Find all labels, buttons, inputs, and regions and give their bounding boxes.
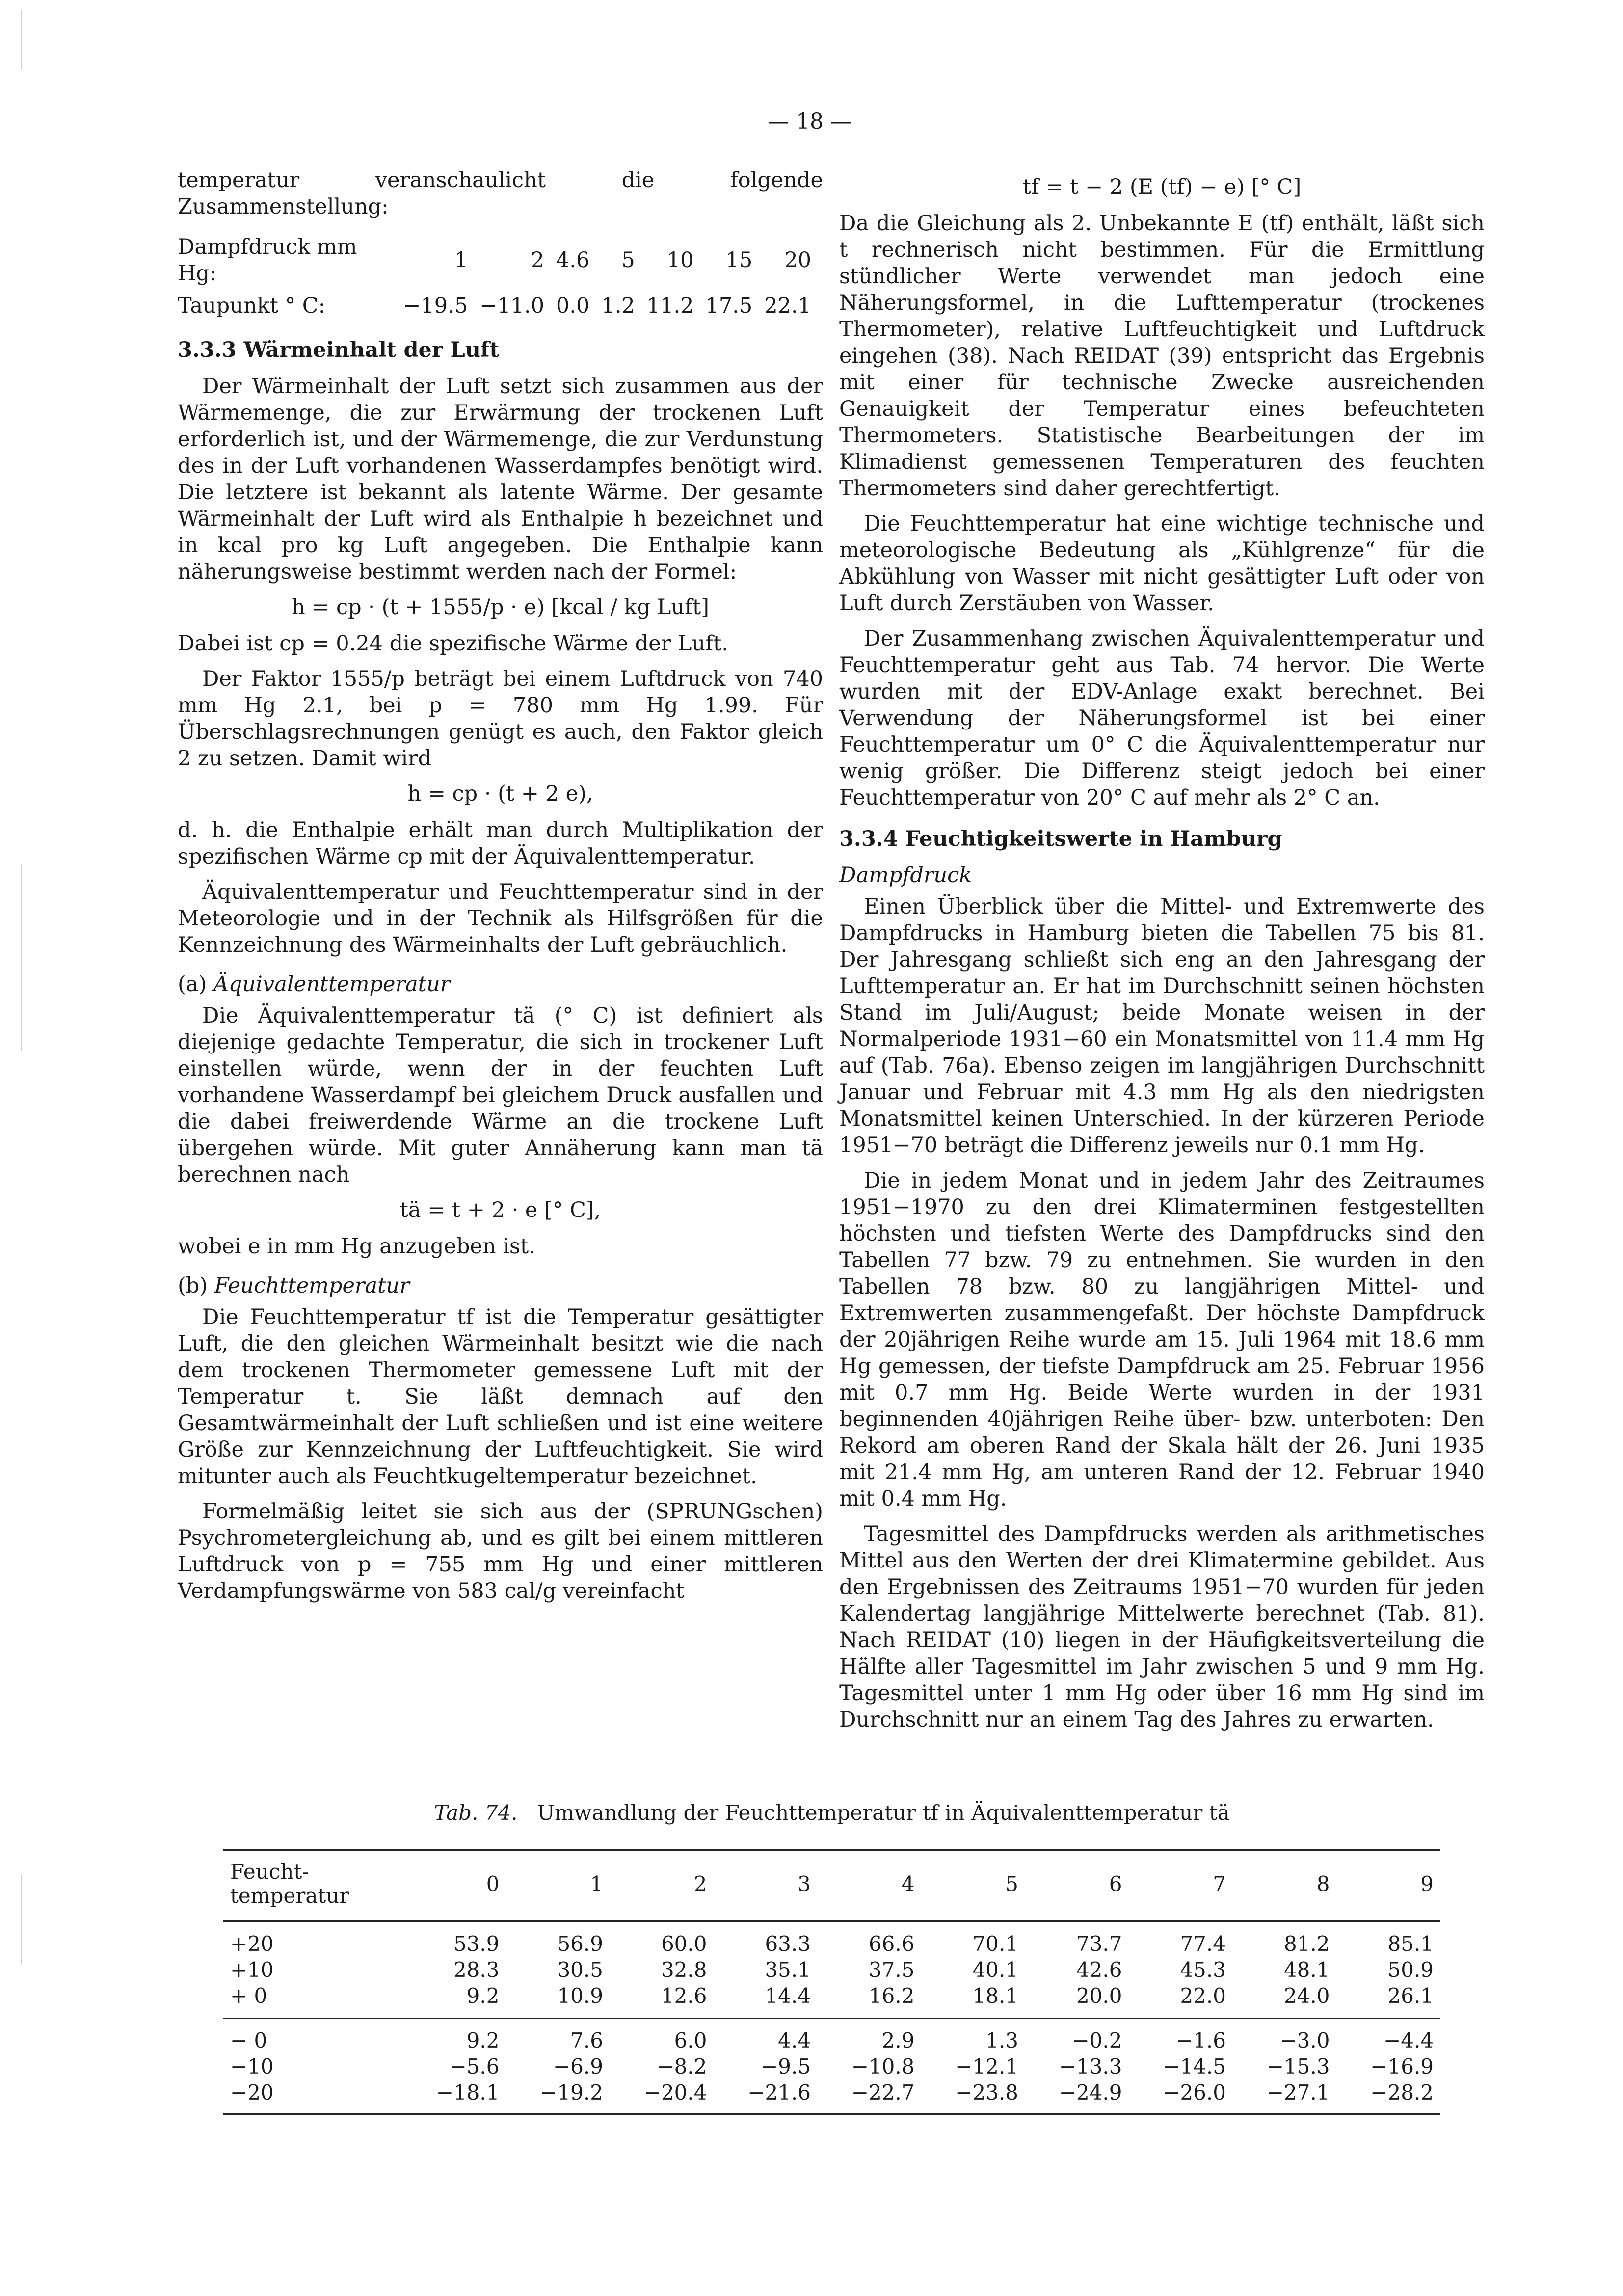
table-cell: −22.7 — [851, 2080, 915, 2105]
table-cell: 70.1 — [972, 1932, 1018, 1956]
table-cell: 6.0 — [674, 2028, 707, 2053]
table-group-negative — [223, 2018, 1440, 2114]
table-cell: 35.1 — [765, 1958, 811, 1982]
paragraph: Äquivalenttemperatur und Feuchttemperatur sind in der Meteorologie und in der Technik als Hilfsgrößen für die Kennzeichnung des Wärmeinhalts der Luft gebräuchlich. — [178, 880, 823, 957]
table-cell: 26.1 — [1387, 1984, 1434, 2008]
table-cell: 17.5 — [705, 294, 753, 318]
subsection-heading — [178, 1272, 823, 1299]
table-cell: 73.7 — [1076, 1932, 1122, 1956]
left-column — [178, 167, 823, 1613]
table-cell: 22.1 — [764, 294, 811, 318]
table-cell: 16.2 — [868, 1984, 915, 2008]
wet-bulb-formula: tf = t − 2 (E (tf) − e) [° C] — [1022, 175, 1302, 199]
row-label: Taupunkt ° C: — [178, 294, 326, 318]
table-cell: 1 — [454, 248, 468, 272]
subsection-title: Äquivalenttemperatur — [213, 972, 451, 997]
table-cell: 20.0 — [1076, 1984, 1122, 2008]
table-cell: −21.6 — [747, 2080, 811, 2105]
table-cell: 28.3 — [453, 1958, 500, 1982]
table-caption-label: Tab. 74. — [434, 1801, 518, 1825]
table-row — [178, 290, 823, 322]
table-cell: −15.3 — [1266, 2054, 1330, 2079]
table-cell: 2.9 — [881, 2028, 915, 2053]
column-header: Feucht- temperatur — [230, 1860, 349, 1908]
table-cell: 45.3 — [1180, 1958, 1226, 1982]
paragraph: Die Äquivalenttemperatur tä (° C) ist definiert als diejenige gedachte Temperatur, die sich in trockener Luft einstellen würde, wenn der in der feuchten Luft vorhandene Wasserdampf bei gleichem Druck ausfallen und die dabei freiwerdende Wärme an die trockene Luft übergehen würde. Mit guter Annäherung kann man tä berechnen nach — [178, 1003, 823, 1187]
table-cell: 42.6 — [1076, 1958, 1122, 1982]
column-header: 1 — [590, 1871, 603, 1896]
table-row — [223, 1921, 1440, 1957]
table-cell: 32.8 — [661, 1958, 707, 1982]
table-cell: 4.4 — [778, 2028, 811, 2053]
table-cell: −4.4 — [1384, 2028, 1434, 2053]
table-cell: 37.5 — [868, 1958, 915, 1982]
table-cell: 48.1 — [1283, 1958, 1330, 1982]
column-header: 0 — [486, 1871, 500, 1896]
paragraph: Tagesmittel des Dampfdrucks werden als arithmetisches Mittel aus den Werten der drei Klimatermine gebildet. Aus den Ergebnissen des Zeitraums 1951−70 wurden für jeden Kalendertag langjährige Mittelwerte berechnet (Tab. 81). Nach REIDAT (10) liegen in der Häufigkeitsverteilung die Hälfte aller Tagesmittel im Jahr zwischen 5 und 9 mm Hg. Tagesmittel unter 1 mm Hg oder über 16 mm Hg sind im Durchschnitt nur an einem Tag des Jahres zu erwarten. — [839, 1522, 1485, 1732]
enthalpy-formula: h = cp · (t + 1555/p · e) [kcal / kg Luft] — [291, 595, 710, 620]
table-caption-text: Umwandlung der Feuchttemperatur tf in Äquivalenttemperatur tä — [537, 1801, 1230, 1825]
row-label: + 0 — [230, 1984, 267, 2008]
table-cell: 14.4 — [765, 1984, 811, 2008]
table-cell: −5.6 — [449, 2054, 500, 2079]
scan-margin-line — [21, 10, 22, 69]
right-column — [839, 167, 1485, 1742]
column-header: 3 — [798, 1871, 811, 1896]
table-cell: 53.9 — [453, 1932, 500, 1956]
conversion-table — [223, 1849, 1440, 2115]
table-row — [223, 2053, 1440, 2080]
section-heading: 3.3.4 Feuchtigkeitswerte in Hamburg — [839, 827, 1282, 851]
table-cell: 9.2 — [466, 2028, 500, 2053]
row-label: +10 — [230, 1958, 274, 1982]
dew-point-table — [178, 231, 823, 322]
row-label: −10 — [230, 2054, 274, 2079]
paragraph: Der Wärmeinhalt der Luft setzt sich zusammen aus der Wärmemenge, die zur Erwärmung der trockenen Luft erforderlich ist, und der Wärmemenge, die zur Verdunstung des in der Luft vorhandenen Wasserdampfes benötigt wird. Die letztere ist bekannt als latente Wärme. Der gesamte Wärmeinhalt der Luft wird als Enthalpie h bezeichnet und in kcal pro kg Luft angegeben. Die Enthalpie kann näherungsweise bestimmt werden nach der Formel: — [178, 374, 823, 584]
table-cell: 77.4 — [1180, 1932, 1226, 1956]
column-header: 2 — [693, 1871, 707, 1896]
table-cell: 1.3 — [985, 2028, 1018, 2053]
table-cell: −26.0 — [1163, 2080, 1226, 2105]
table-cell: −3.0 — [1279, 2028, 1330, 2053]
subsection-marker: (a) — [178, 972, 207, 997]
paragraph: Einen Überblick über die Mittel- und Extremwerte des Dampfdrucks in Hamburg bieten die Tabellen 75 bis 81. Der Jahresgang schließt sich eng an den Jahresgang der Lufttemperatur an. Er hat im Durchschnitt seinen höchsten Stand im Juli/August; beide Monate weisen in der Normalperiode 1931−60 ein Monatsmittel von 11.4 mm Hg auf (Tab. 76a). Ebenso zeigen im langjährigen Durchschnitt Januar und Februar mit 4.3 mm Hg als den niedrigsten Monatsmittel keinen Unterschied. In der kürzeren Periode 1951−70 beträgt die Differenz jeweils nur 0.1 mm Hg. — [839, 894, 1485, 1158]
section-heading: 3.3.3 Wärmeinhalt der Luft — [178, 338, 500, 362]
table-cell: −10.8 — [851, 2054, 915, 2079]
table-row — [178, 231, 823, 290]
table-cell: 81.2 — [1283, 1932, 1330, 1956]
table-cell: 40.1 — [972, 1958, 1018, 1982]
table-cell: 0.0 — [556, 294, 590, 318]
enthalpy-approx-formula: h = cp · (t + 2 e), — [407, 782, 593, 806]
table-cell: −28.2 — [1370, 2080, 1434, 2105]
row-label: −20 — [230, 2080, 274, 2105]
subsection-heading — [839, 862, 1485, 889]
intro-text: temperatur veranschaulicht die folgende Zusammenstellung: — [178, 168, 823, 219]
paragraph: Formelmäßig leitet sie sich aus der (SPRUNGschen) Psychrometergleichung ab, und es gilt bei einem mittleren Luftdruck von p = 755 mm Hg und einer mittleren Verdampfungswärme von 583 cal/g vereinfacht — [178, 1499, 823, 1603]
table-cell: −12.1 — [955, 2054, 1018, 2079]
table-cell: 10.9 — [557, 1984, 603, 2008]
row-label: − 0 — [230, 2028, 267, 2053]
table-cell: 63.3 — [765, 1932, 811, 1956]
paragraph: Der Zusammenhang zwischen Äquivalenttemperatur und Feuchttemperatur geht aus Tab. 74 hervor. Die Werte wurden mit der EDV-Anlage exakt berechnet. Bei Verwendung der Näherungsformel ist bei einer Feuchttemperatur um 0° C die Äquivalenttemperatur nur wenig größer. Die Differenz steigt jedoch bei einer Feuchttemperatur von 20° C auf mehr als 2° C an. — [839, 626, 1485, 810]
subsection-marker: (b) — [178, 1273, 208, 1298]
subsection-title: Dampfdruck — [839, 863, 972, 888]
table-cell: −20.4 — [643, 2080, 707, 2105]
scan-margin-line — [21, 864, 22, 1051]
table-cell: −9.5 — [760, 2054, 811, 2079]
table-cell: −16.9 — [1370, 2054, 1434, 2079]
table-cell: 30.5 — [557, 1958, 603, 1982]
subsection-heading — [178, 971, 823, 998]
table-row — [223, 1957, 1440, 1983]
table-cell: 5 — [621, 248, 635, 272]
table-cell: −14.5 — [1163, 2054, 1226, 2079]
table-cell: 1.2 — [601, 294, 635, 318]
paragraph: Die Feuchttemperatur hat eine wichtige technische und meteorologische Bedeutung als „Kühlgrenze“ für die Abkühlung von Wasser mit nicht gesättigter Luft oder von Luft durch Zerstäuben von Wasser. — [839, 512, 1485, 616]
table-74 — [223, 1801, 1440, 2115]
table-group-positive — [223, 1921, 1440, 2019]
table-cell: −19.5 — [403, 294, 468, 318]
table-cell: −24.9 — [1059, 2080, 1122, 2105]
column-header: 7 — [1213, 1871, 1226, 1896]
paragraph: d. h. die Enthalpie erhält man durch Multiplikation der spezifischen Wärme cp mit der Äquivalenttemperatur. — [178, 818, 823, 869]
scan-margin-line — [21, 1875, 22, 1964]
table-cell: 50.9 — [1387, 1958, 1434, 1982]
table-cell: −19.2 — [540, 2080, 603, 2105]
table-cell: 56.9 — [557, 1932, 603, 1956]
table-cell: −0.2 — [1072, 2028, 1122, 2053]
column-header: 9 — [1420, 1871, 1434, 1896]
table-header-row — [223, 1850, 1440, 1921]
table-cell: −27.1 — [1266, 2080, 1330, 2105]
column-header: 8 — [1316, 1871, 1330, 1896]
table-cell: 66.6 — [868, 1932, 915, 1956]
table-cell: −18.1 — [436, 2080, 500, 2105]
table-cell: 12.6 — [661, 1984, 707, 2008]
column-header: 5 — [1005, 1871, 1018, 1896]
table-cell: 10 — [666, 248, 694, 272]
table-cell: −1.6 — [1175, 2028, 1226, 2053]
paragraph: Da die Gleichung als 2. Unbekannte E (tf) enthält, läßt sich t rechnerisch nicht bestimmen. Für die Ermittlung stündlicher Werte verwendet man jedoch eine Näherungsformel, in die Lufttemperatur (trockenes Thermometer), relative Luftfeuchtigkeit und Luftdruck eingehen (38). Nach REIDAT (39) entspricht das Ergebnis mit einer für technische Zwecke ausreichenden Genauigkeit der Temperatur eines befeuchteten Thermometers. Statistische Bearbeitungen der im Klimadienst gemessenen Temperaturen des feuchten Thermometers sind daher gerechtfertigt. — [839, 211, 1485, 501]
table-cell: 22.0 — [1180, 1984, 1226, 2008]
subsection-title: Feuchttemperatur — [214, 1273, 410, 1298]
table-cell: 18.1 — [972, 1984, 1018, 2008]
equivalent-temp-formula: tä = t + 2 · e [° C], — [399, 1198, 601, 1222]
table-cell: 20 — [784, 248, 811, 272]
table-cell: −6.9 — [553, 2054, 603, 2079]
table-caption — [223, 1801, 1440, 1825]
page-number: — 18 — — [768, 109, 852, 134]
row-label: Dampfdruck mm Hg: — [178, 235, 357, 286]
table-cell: 24.0 — [1283, 1984, 1330, 2008]
paragraph: Dabei ist cp = 0.24 die spezifische Wärme der Luft. — [178, 631, 728, 656]
table-cell: −8.2 — [657, 2054, 707, 2079]
row-label: +20 — [230, 1932, 274, 1956]
table-cell: 11.2 — [646, 294, 694, 318]
table-cell: 85.1 — [1387, 1932, 1434, 1956]
column-header: 6 — [1109, 1871, 1122, 1896]
table-cell: 4.6 — [556, 248, 590, 272]
column-header: 4 — [901, 1871, 915, 1896]
table-row — [223, 2018, 1440, 2053]
paragraph: Die Feuchttemperatur tf ist die Temperatur gesättigter Luft, die den gleichen Wärmeinhalt besitzt wie die nach dem trockenen Thermometer gemessene Luft mit der Temperatur t. Sie läßt demnach auf den Gesamtwärmeinhalt der Luft schließen und ist eine weitere Größe zur Kennzeichnung der Luftfeuchtigkeit. Sie wird mitunter auch als Feuchtkugeltemperatur bezeichnet. — [178, 1305, 823, 1488]
table-cell: 2 — [531, 248, 544, 272]
table-cell: 9.2 — [466, 1984, 500, 2008]
paragraph: Die in jedem Monat und in jedem Jahr des Zeitraumes 1951−1970 zu den drei Klimaterminen festgestellten höchsten und tiefsten Werte des Dampfdrucks sind den Tabellen 77 bzw. 79 zu entnehmen. Sie wurden in den Tabellen 78 bzw. 80 zu langjährigen Mittel- und Extremwerten zusammengefaßt. Der höchste Dampfdruck der 20jährigen Reihe wurde am 15. Juli 1964 mit 18.6 mm Hg gemessen, der tiefste Dampfdruck am 25. Februar 1956 mit 0.7 mm Hg. Beide Werte wurden in der 1931 beginnenden 40jährigen Reihe über- bzw. unterboten: Den Rekord am oberen Rand der Skala hält der 26. Juni 1935 mit 21.4 mm Hg, am unteren Rand der 12. Februar 1940 mit 0.4 mm Hg. — [839, 1168, 1485, 1511]
table-cell: −23.8 — [955, 2080, 1018, 2105]
table-row — [223, 2080, 1440, 2114]
paragraph: wobei e in mm Hg anzugeben ist. — [178, 1234, 535, 1259]
table-cell: 7.6 — [570, 2028, 603, 2053]
table-cell: −11.0 — [479, 294, 544, 318]
table-cell: 60.0 — [661, 1932, 707, 1956]
table-cell: 15 — [725, 248, 753, 272]
paragraph: Der Faktor 1555/p beträgt bei einem Luftdruck von 740 mm Hg 2.1, bei p = 780 mm Hg 1.99. Für Überschlagsrechnungen genügt es auch, den Faktor gleich 2 zu setzen. Damit wird — [178, 667, 823, 771]
table-row — [223, 1983, 1440, 2018]
table-cell: −13.3 — [1059, 2054, 1122, 2079]
